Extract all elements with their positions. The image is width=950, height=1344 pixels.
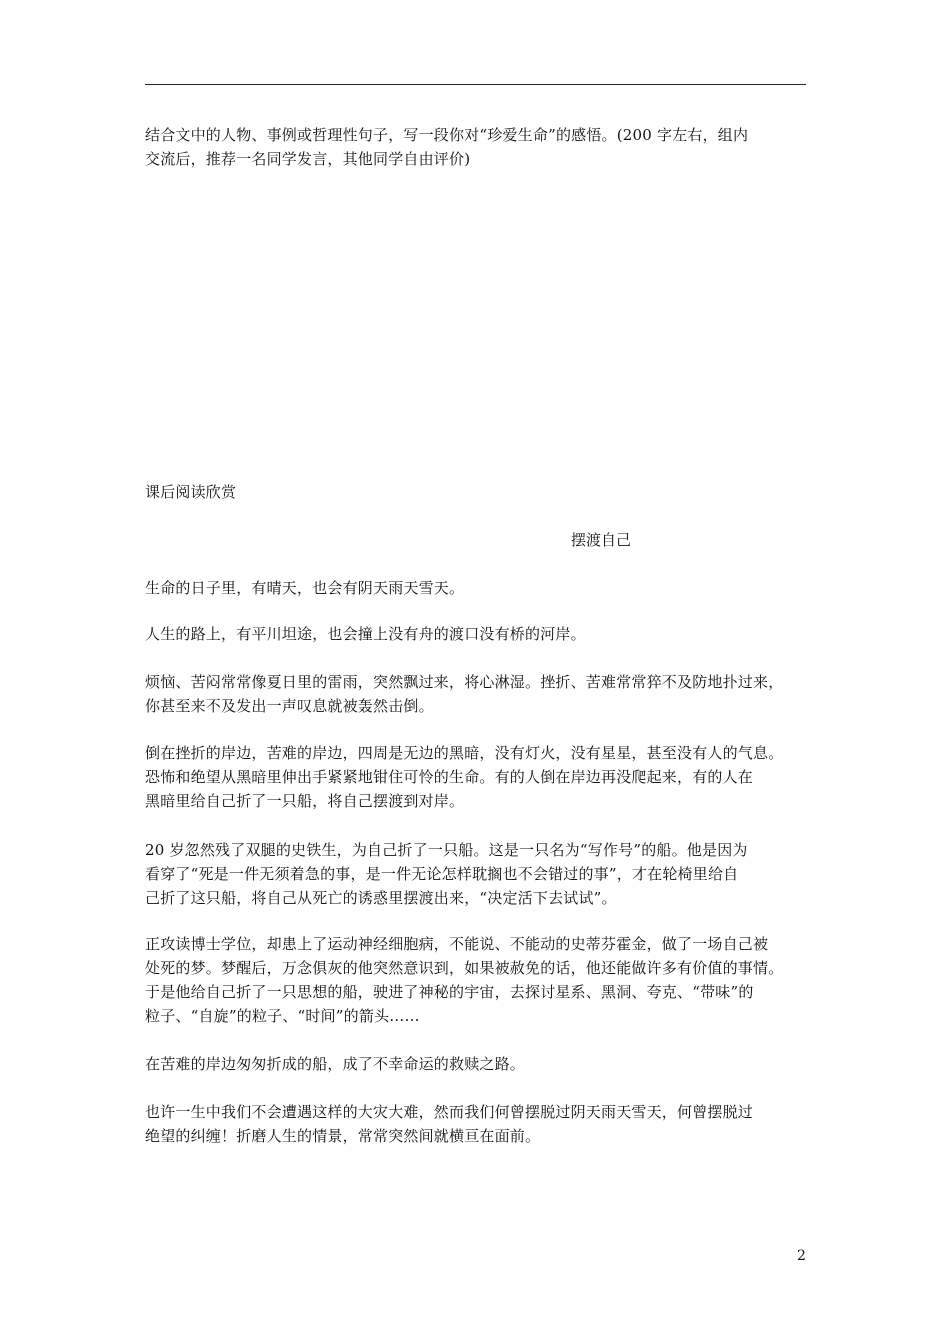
paragraph-line: 你甚至来不及发出一声叹息就被轰然击倒。 bbox=[145, 697, 434, 715]
section-heading bbox=[145, 480, 806, 504]
paragraph-line: 烦恼、苦闷常常像夏日里的雷雨，突然飘过来，将心淋湿。挫折、苦难常常猝不及防地扑过来， bbox=[145, 673, 784, 691]
paragraph-8 bbox=[145, 1100, 806, 1148]
paragraph-line: 恐怖和绝望从黑暗里伸出手紧紧地钳住可怜的生命。有的人倒在岸边再没爬起来，有的人在 bbox=[145, 768, 754, 786]
prompt-line: 结合文中的人物、事例或哲理性句子，写一段你对“珍爱生命”的感悟。(200 字左右，组内 bbox=[145, 126, 749, 144]
paragraph-line: 看穿了“死是一件无须着急的事，是一件无论怎样耽搁也不会错过的事”，才在轮椅里给自 bbox=[145, 865, 739, 883]
paragraph-line: 处死的梦。梦醒后，万念俱灰的他突然意识到，如果被赦免的话，他还能做许多有价值的事情。 bbox=[145, 959, 784, 977]
paragraph-line: 20 岁忽然残了双腿的史铁生，为自己折了一只船。这是一只名为“写作号”的船。他是因为 bbox=[145, 841, 748, 859]
paragraph-line: 绝望的纠缠！折磨人生的情景，常常突然间就横亘在面前。 bbox=[145, 1127, 541, 1145]
paragraph-6 bbox=[145, 932, 806, 1028]
paragraph-line: 己折了这只船，将自己从死亡的诱惑里摆渡出来，“决定活下去试试”。 bbox=[145, 889, 617, 907]
header-rule bbox=[145, 84, 806, 85]
paragraph-7 bbox=[145, 1052, 806, 1076]
paragraph-line: 人生的路上，有平川坦途，也会撞上没有舟的渡口没有桥的河岸。 bbox=[145, 625, 586, 643]
article-title: 摆渡自己 bbox=[571, 531, 632, 549]
paragraph-line: 在苦难的岸边匆匆折成的船，成了不幸命运的救赎之路。 bbox=[145, 1055, 526, 1073]
paragraph-1 bbox=[145, 576, 806, 600]
paragraph-line: 粒子、“自旋”的粒子、“时间”的箭头…… bbox=[145, 1007, 420, 1025]
paragraph-5 bbox=[145, 838, 806, 910]
paragraph-line: 生命的日子里，有晴天，也会有阴天雨天雪天。 bbox=[145, 579, 465, 597]
prompt-line: 交流后，推荐一名同学发言，其他同学自由评价) bbox=[145, 150, 471, 168]
paragraph-line: 黑暗里给自己折了一只船，将自己摆渡到对岸。 bbox=[145, 792, 465, 810]
paragraph-3 bbox=[145, 670, 806, 718]
paragraph-2 bbox=[145, 622, 806, 646]
paragraph-line: 于是他给自己折了一只思想的船，驶进了神秘的宇宙，去探讨星系、黑洞、夸克、“带味”的 bbox=[145, 983, 754, 1001]
page-number: 2 bbox=[797, 1248, 806, 1264]
writing-prompt bbox=[145, 123, 806, 171]
section-heading-text: 课后阅读欣赏 bbox=[145, 483, 237, 501]
paragraph-line: 也许一生中我们不会遭遇这样的大灾大难，然而我们何曾摆脱过阴天雨天雪天，何曾摆脱过 bbox=[145, 1103, 754, 1121]
paragraph-line: 正攻读博士学位，却患上了运动神经细胞病，不能说、不能动的史蒂芬霍金，做了一场自己被 bbox=[145, 935, 769, 953]
paragraph-line: 倒在挫折的岸边，苦难的岸边，四周是无边的黑暗，没有灯火，没有星星，甚至没有人的气息。 bbox=[145, 744, 784, 762]
paragraph-4 bbox=[145, 741, 806, 813]
